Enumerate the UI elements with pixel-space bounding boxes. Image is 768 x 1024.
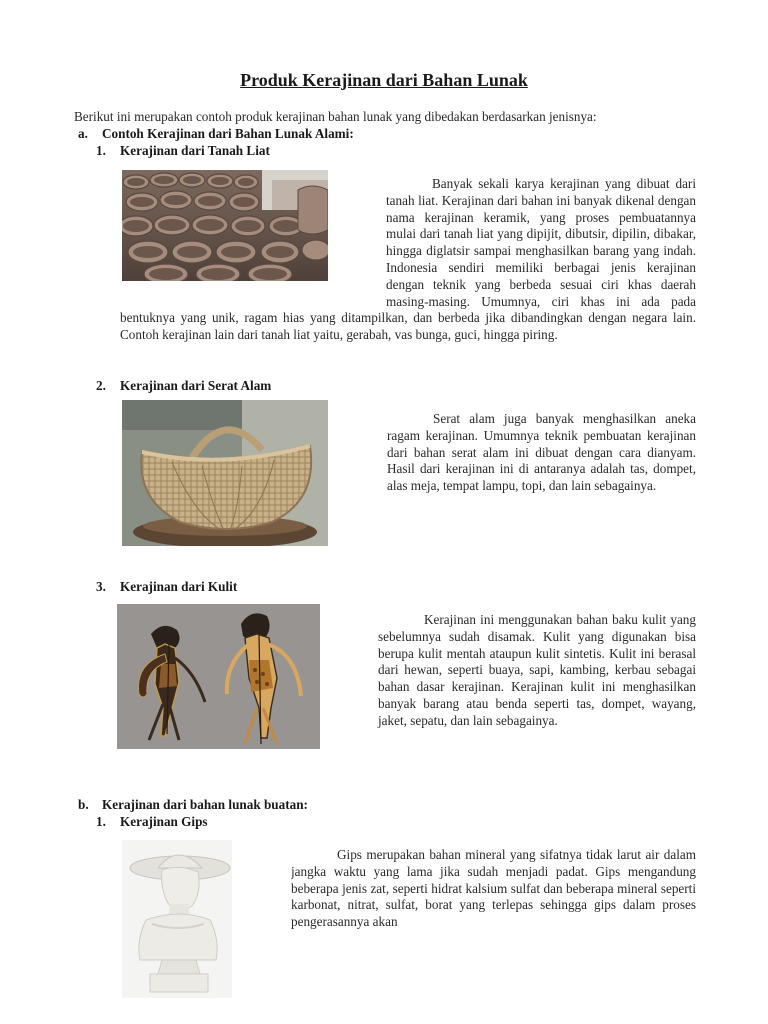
leather-paragraph: Kerajinan ini menggunakan bahan baku kulit yang sebelumnya sudah disamak. Kulit yang digunakan bisa berupa kulit mentah ataupun kulit sintetis. Kulit ini berasal dari hewan, seperti buaya, sapi, kambing, kerbau sebagai bahan dasar kerajinan. Kerajinan kulit ini menghasilkan banyak barang atau benda seperti tas, dompet, wayang, jaket, sepatu, dan lain sebagainya. [378, 612, 696, 728]
woven-basket-image [122, 400, 328, 546]
basket-icon [122, 400, 328, 546]
item-title: Kerajinan dari Kulit [120, 579, 238, 594]
wayang-puppets-image [117, 604, 320, 749]
clay-text-block [120, 176, 696, 344]
item-gips-heading [96, 814, 208, 831]
section-a-title: Contoh Kerajinan dari Bahan Lunak Alami: [102, 126, 354, 141]
item-number: 2. [96, 378, 106, 393]
item-title: Kerajinan Gips [120, 814, 208, 829]
intro-paragraph: Berikut ini merupakan contoh produk kerajinan bahan lunak yang dibedakan berdasarkan jenisnya: [74, 109, 597, 124]
clay-paragraph: Banyak sekali karya kerajinan yang dibuat dari tanah liat. Kerajinan dari bahan ini banyak dikenal dengan nama kerajinan keramik, yang proses pembuatannya mulai dari tanah liat yang dipijit, dibutsir, dipilin, dibakar, hingga diglatsir sampai menghasilkan barang yang indah. Indonesia sendiri memiliki berbagai jenis kerajinan dengan teknik yang berbeda sesuai ciri khas daerah masing-masing. Umumnya, ciri khas ini ada pada bentuknya yang unik, ragam hias yang ditampilkan, dan berbeda jika dibandingkan dengan negara lain. Contoh kerajinan lain dari tanah liat yaitu, gerabah, vas bunga, guci, hingga piring. [120, 176, 696, 343]
plaster-bust-image [122, 840, 232, 998]
item-fiber-heading [96, 378, 271, 395]
section-a-marker: a. [78, 126, 88, 141]
item-title: Kerajinan dari Tanah Liat [120, 143, 270, 158]
item-clay-heading [96, 143, 270, 160]
item-title: Kerajinan dari Serat Alam [120, 378, 272, 393]
bust-statue-icon [122, 840, 232, 998]
section-b-heading [78, 797, 308, 814]
item-number: 3. [96, 579, 106, 594]
item-number: 1. [96, 814, 106, 829]
page-title: Produk Kerajinan dari Bahan Lunak [240, 70, 528, 90]
wayang-icon [117, 604, 320, 749]
section-b-marker: b. [78, 797, 89, 812]
section-a-heading [78, 126, 354, 143]
item-leather-heading [96, 579, 237, 596]
fiber-paragraph: Serat alam juga banyak menghasilkan aneka ragam kerajinan. Umumnya teknik pembuatan kerajinan dari bahan serat alam ini dibuat dengan cara dianyam. Hasil dari kerajinan ini di antaranya adalah tas, dompet, alas meja, tempat lampu, topi, dan lain sebagainya. [387, 411, 696, 494]
section-b-title: Kerajinan dari bahan lunak buatan: [102, 797, 308, 812]
gips-paragraph: Gips merupakan bahan mineral yang sifatnya tidak larut air dalam jangka waktu yang lama jika sudah menjadi padat. Gips mengandung beberapa jenis zat, seperti hidrat kalsium sulfat dan beberapa mineral seperti karbonat, nitrat, sulfat, borat yang terlepas sehingga gips dalam proses pengerasannya akan [291, 847, 696, 930]
item-number: 1. [96, 143, 106, 158]
